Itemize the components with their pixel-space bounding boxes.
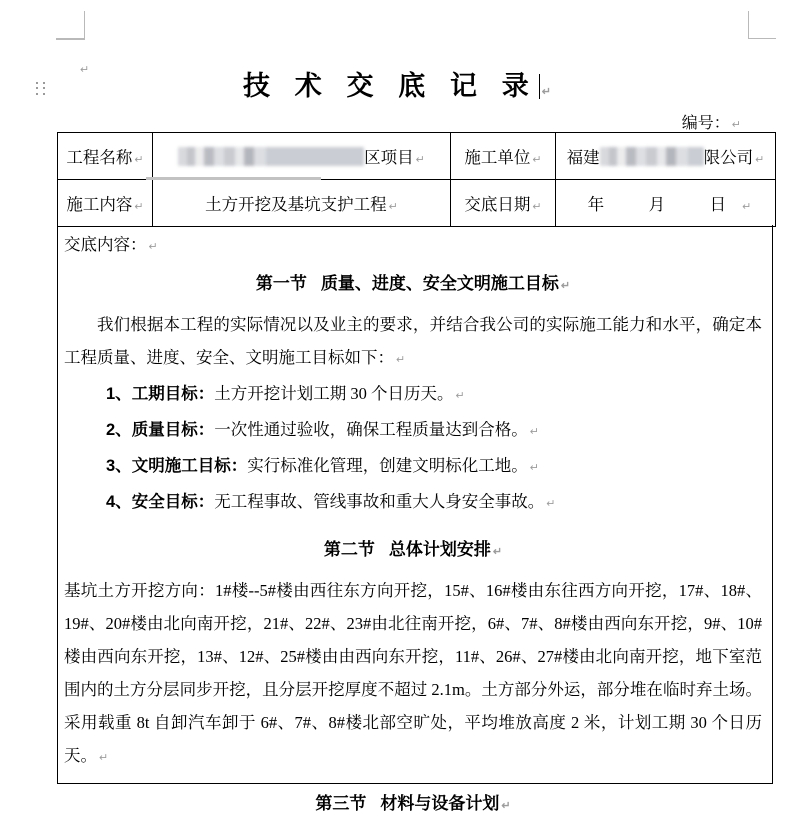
paragraph-text: 我们根据本工程的实际情况以及业主的要求，并结合我公司的实际施工能力和水平，确定本工程质量、进度、安全、文明施工目标如下： [64, 315, 762, 367]
paragraph-mark: ↵ [99, 752, 109, 764]
redacted-contractor-name [600, 147, 704, 166]
goal-text: 无工程事故、管线事故和重大人身安全事故。 [214, 492, 545, 511]
table-row [58, 180, 776, 227]
paragraph-mark: ↵ [560, 280, 571, 292]
section-number: 第二节 [323, 540, 375, 559]
goal-text: 一次性通过验收，确保工程质量达到合格。 [214, 420, 528, 439]
contractor-suffix: 限公司 [703, 148, 754, 167]
paragraph-mark: ↵ [396, 354, 406, 366]
paragraph-mark: ↵ [492, 546, 503, 558]
goal-label: 文明施工目标： [131, 457, 248, 475]
goal-label: 工期目标： [131, 385, 215, 403]
cell-work-content-value[interactable] [153, 180, 451, 227]
page-crop-mark-top-right-horizontal [748, 38, 776, 39]
table-row [58, 133, 776, 180]
label-text: 工程名称 [66, 148, 133, 167]
section-number: 第三节 [315, 794, 367, 813]
cell-project-name-label [58, 133, 153, 180]
paragraph-text: 基坑土方开挖方向：1#楼--5#楼由西往东方向开挖，15#、16#楼由东往西方向开挖，17#、18#、19#、20#楼由北向南开挖，21#、22#、23#由北往南开挖，6#、7#、8#楼由西向东开挖，9#、10#楼由西向东开挖，13#、12#、25#楼由由西向东开挖，11#、26#、27#楼由北向南开挖，地下室范围内的土方分层同步开挖，且分层开挖厚度不超过 2.1m。土方部分外运，部分堆在临时弃土场。采用载重 8t 自卸汽车卸于 6#、7#、8#楼北部空旷处，平均堆放高度 2 米，计划工期 30 个日历天。 [64, 581, 762, 765]
disclosure-content-cell[interactable] [57, 225, 773, 813]
goal-number: 4、 [106, 493, 132, 511]
serial-number-line [0, 110, 741, 133]
list-item [64, 449, 762, 485]
list-item [64, 485, 762, 521]
page-crop-mark-top-right [748, 11, 777, 39]
cell-disclosure-date-value[interactable] [556, 180, 776, 227]
paragraph-mark: ↵ [731, 119, 741, 131]
goal-number: 3、 [106, 457, 132, 475]
label-text: 交底日期 [464, 195, 531, 214]
paragraph-mark: ↵ [455, 390, 465, 402]
work-content-text: 土方开挖及基坑支护工程 [205, 195, 387, 214]
paragraph-mark: ↵ [134, 154, 144, 166]
cell-contractor-value[interactable] [556, 133, 776, 180]
paragraph-mark: ↵ [755, 154, 765, 166]
label-text: 交底内容： [64, 235, 147, 254]
goal-text: 土方开挖计划工期 30 个日历天。 [214, 384, 454, 403]
project-name-suffix: 区项目 [364, 148, 414, 167]
redaction-underline-artifact [146, 177, 321, 180]
goal-list [64, 377, 762, 521]
paragraph-mark: ↵ [541, 86, 560, 98]
section-heading-1 [64, 269, 762, 294]
goal-label: 质量目标： [131, 421, 215, 439]
paragraph-mark: ↵ [415, 154, 425, 166]
disclosure-content-label [64, 231, 762, 255]
cell-contractor-label [451, 133, 556, 180]
cell-project-name-value[interactable] [153, 133, 451, 180]
paragraph-mark: ↵ [529, 426, 539, 438]
goal-number: 1、 [106, 385, 132, 403]
label-text: 施工单位 [464, 148, 531, 167]
list-item [64, 413, 762, 449]
serial-number-label: 编号： [681, 115, 730, 132]
section-1-intro-paragraph [64, 308, 762, 377]
paragraph-mark: ↵ [532, 154, 542, 166]
goal-number: 2、 [106, 421, 132, 439]
section-heading-2 [64, 535, 762, 560]
page-title-text: 技 术 交 底 记 录 [243, 71, 538, 101]
redacted-project-name [178, 147, 364, 166]
paragraph-mark: ↵ [742, 201, 752, 213]
page-crop-mark-top-left-horizontal [56, 38, 84, 39]
paragraph-mark: ↵ [529, 462, 539, 474]
paragraph-mark: ↵ [148, 241, 158, 253]
label-text: 施工内容 [66, 195, 133, 214]
paragraph-mark: ↵ [532, 201, 542, 213]
cell-disclosure-date-label [451, 180, 556, 227]
date-placeholder-text: 年 月 日 [587, 195, 741, 214]
goal-text: 实行标准化管理，创建文明标化工地。 [247, 456, 528, 475]
paragraph-mark: ↵ [546, 498, 556, 510]
list-item [64, 377, 762, 413]
page-title [0, 64, 803, 103]
page-crop-mark-top-left [56, 11, 85, 40]
section-number: 第一节 [255, 274, 307, 293]
paragraph-mark: ↵ [134, 201, 144, 213]
goal-label: 安全目标： [131, 493, 215, 511]
paragraph-mark: ↵ [501, 800, 511, 812]
section-2-paragraph [64, 574, 762, 775]
paragraph-mark: ↵ [388, 201, 398, 213]
section-title: 质量、进度、安全文明施工目标 [320, 274, 559, 293]
section-title: 材料与设备计划 [380, 794, 500, 813]
contractor-prefix: 福建 [566, 148, 600, 167]
paragraph-mark: ↵ [80, 64, 90, 76]
cell-work-content-label [58, 180, 153, 227]
section-heading-3 [64, 789, 762, 814]
section-title: 总体计划安排 [388, 540, 491, 559]
